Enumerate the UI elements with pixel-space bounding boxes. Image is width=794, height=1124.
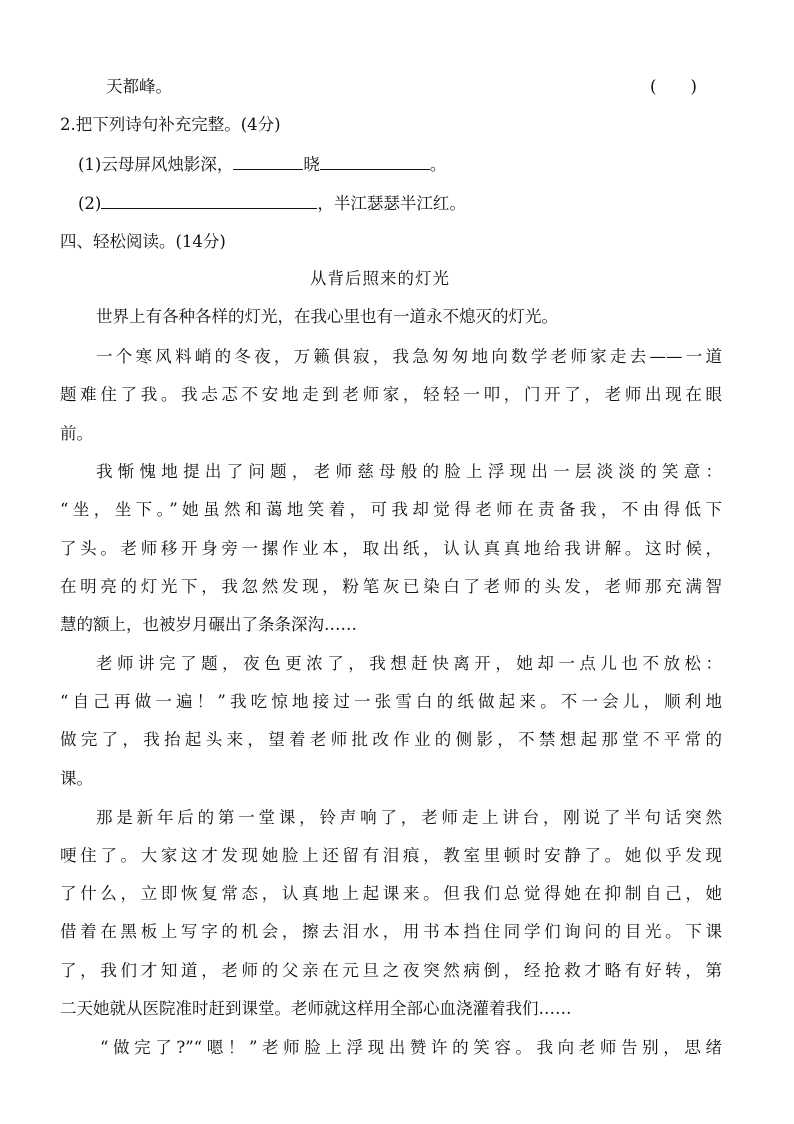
article-p6-line1: “做完了?”“嗯！”老师脸上浮现出赞许的笑容。我向老师告别，思绪 <box>100 1038 722 1057</box>
q2-item2-prefix: (2) <box>78 194 102 213</box>
article-p4-line1: 老师讲完了题，夜色更浓了，我想赶快离开，她却一点儿也不放松： <box>96 654 722 673</box>
q2-item2-blank[interactable] <box>101 192 317 209</box>
article-p4-line4: 课。 <box>60 769 93 788</box>
article-p1: 世界上有各种各样的灯光，在我心里也有一道永不熄灭的灯光。 <box>96 307 558 326</box>
article-p3-line4: 在明亮的灯光下，我忽然发现，粉笔灰已染白了老师的头发，老师那充满智 <box>60 577 722 596</box>
article-title: 从背后照来的灯光 <box>310 269 450 288</box>
article-p5-line6: 二天她就从医院准时赶到课堂。老师就这样用全部心血浇灌着我们…… <box>60 999 572 1018</box>
q2-item2 <box>78 192 466 215</box>
article-p5-line3: 了什么，立即恢复常态，认真地上起课来。但我们总觉得她在抑制自己，她 <box>60 884 722 903</box>
article-p2-line2: 题难住了我。我忐忑不安地走到老师家，轻轻一叩，门开了，老师出现在眼 <box>60 385 722 404</box>
q1-tail-text: 天都峰。 <box>106 77 172 96</box>
article-p5-line1: 那是新年后的第一堂课，铃声响了，老师走上讲台，刚说了半句话突然 <box>96 808 722 827</box>
article-p3-line3: 了头。老师移开身旁一摞作业本，取出纸，认认真真地给我讲解。这时候， <box>60 539 722 558</box>
article-p4-line2: “自己再做一遍！”我吃惊地接过一张雪白的纸做起来。不一会儿，顺利地 <box>60 692 722 711</box>
q2-item1-blank-1[interactable] <box>233 153 303 170</box>
q2-item1 <box>78 153 446 176</box>
q2-heading: 2.把下列诗句补充完整。(4分) <box>60 115 281 134</box>
article-p5-line2: 哽住了。大家这才发现她脸上还留有泪痕，教室里顿时安静了。她似乎发现 <box>60 846 722 865</box>
article-p2-line3: 前。 <box>60 424 93 443</box>
answer-paren-close: ) <box>690 77 697 96</box>
q2-item1-blank-2[interactable] <box>320 153 430 170</box>
answer-paren-open: ( <box>650 77 657 96</box>
article-p3-line2: “坐，坐下。”她虽然和蔼地笑着，可我却觉得老师在责备我，不由得低下 <box>60 500 722 519</box>
article-p5-line5: 了，我们才知道，老师的父亲在元旦之夜突然病倒，经抢救才略有好转，第 <box>60 961 722 980</box>
q2-item2-suffix: ，半江瑟瑟半江红。 <box>317 194 466 213</box>
article-p3-line5: 慧的额上，也被岁月碾出了条条深沟…… <box>60 615 357 634</box>
q2-item1-prefix: (1)云母屏风烛影深， <box>78 155 234 174</box>
article-p5-line4: 借着在黑板上写字的机会，擦去泪水，用书本挡住同学们询问的目光。下课 <box>60 922 722 941</box>
article-p4-line3: 做完了，我抬起头来，望着老师批改作业的侧影，不禁想起那堂不平常的 <box>60 730 722 749</box>
article-p2-line1: 一个寒风料峭的冬夜，万籁俱寂，我急匆匆地向数学老师家走去——一道 <box>96 347 722 366</box>
answer-paren <box>650 76 697 98</box>
q2-item1-mid: 晓 <box>303 155 320 174</box>
section4-heading: 四、轻松阅读。(14分) <box>60 232 226 251</box>
q2-item1-end: 。 <box>429 155 447 174</box>
article-p3-line1: 我惭愧地提出了问题，老师慈母般的脸上浮现出一层淡淡的笑意： <box>96 462 722 481</box>
